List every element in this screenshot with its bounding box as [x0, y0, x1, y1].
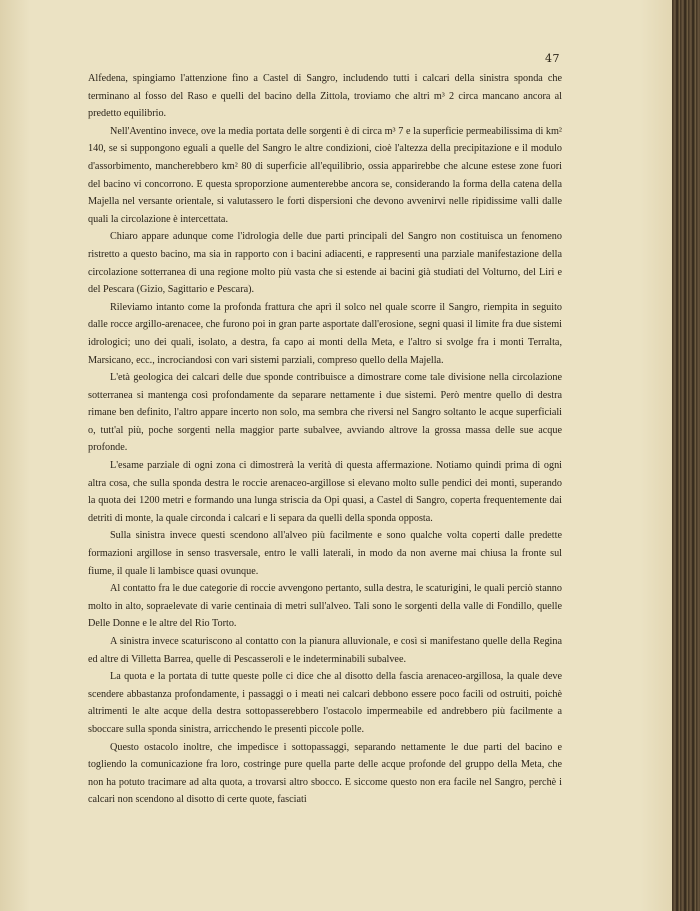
paragraph: Sulla sinistra invece questi scendono all'alveo più facilmente e sono qualche volta coperti dalle predette formazioni argillose in senso trasversale, entro le valli laterali, in modo da non averne mai chiusa la fronte sul fiume, il quale li lambisce quasi ovunque. [88, 530, 562, 577]
page-number: 47 [545, 52, 560, 65]
paragraph: La quota e la portata di tutte queste polle ci dice che al disotto della fascia arenaceo-argillosa, la quale deve scendere abbastanza profondamente, i passaggi o i meati nei calcari debbono essere poco facili od ostruiti, poichè altrimenti le alte acque della destra sottopasserebbero l'ostacolo impermeabile ed andrebbero più facilmente a sboccare sulla sponda sinistra, arricchendo le presenti piccole polle. [88, 671, 562, 735]
body-text [88, 70, 562, 809]
paragraph: Al contatto fra le due categorie di roccie avvengono pertanto, sulla destra, le scaturigini, le quali perciò stanno molto in alto, sopraelevate di varie centinaia di metri sull'alveo. Tali sono le sorgenti della valle di Fondillo, quelle Delle Donne e le altre del Rio Torto. [88, 583, 562, 630]
paragraph: L'età geologica dei calcari delle due sponde contribuisce a dimostrare come tale divisione nella circolazione sotterranea si mantenga così profondamente da separare nettamente i due sistemi. Però mentre quello di destra rimane ben definito, l'altro appare incerto non solo, ma sembra che riversi nel Sangro soltanto le acque superficiali o, tutt'al più, poche sorgenti nella maggior parte subalvee, avviando altrove la grossa massa delle sue acque profonde. [88, 372, 562, 454]
paragraph: Questo ostacolo inoltre, che impedisce i sottopassaggi, separando nettamente le due parti del bacino e togliendo la comunicazione fra loro, costringe pure quella parte delle acque profonde del gruppo della Meta, che non ha potuto tracimare ad alta quota, a trovarsi altro sbocco. E siccome questo non era facile nel Sangro, perchè i calcari non scendono al disotto di certe quote, fasciati [88, 741, 562, 806]
paragraph: A sinistra invece scaturiscono al contatto con la pianura alluvionale, e così si manifestano quelle della Regina ed altre di Villetta Barrea, quelle di Pescasseroli e le indeterminabili subalvee. [88, 636, 562, 665]
paragraph: Rileviamo intanto come la profonda frattura che aprì il solco nel quale scorre il Sangro, riempita in seguito dalle rocce argillo-arenacee, che furono poi in gran parte asportate dall'erosione, segni quasi il limite fra due sistemi idrologici; uno dei quali, isolato, a destra, fa capo ai monti della Meta, e l'altro si svolge fra i monti Terralta, Marsicano, ecc., incrociandosi con vari sistemi parziali, compreso quello della Majella. [88, 301, 562, 366]
paragraph: Nell'Aventino invece, ove la media portata delle sorgenti è di circa m³ 7 e la superficie permeabilissima di km² 140, se si suppongono eguali a quelle del Sangro le altre condizioni, cioè l'altezza della precipitazione e il modulo d'assorbimento, mancherebbero km² 80 di superficie all'equilibrio, ossia apparirebbe che alcune estese zone fuori del bacino vi concorrono. E questa sproporzione aumenterebbe ancora se, considerando la forma della catena della Majella nel versante orientale, si valutassero le forti dispersioni che devono avvenirvi nelle ripidissime valli dalle quali la circolazione è intercettata. [88, 125, 562, 225]
paragraph: Chiaro appare adunque come l'idrologia delle due parti principali del Sangro non costituisca un fenomeno ristretto a questo bacino, ma sia in rapporto con i bacini adiacenti, e rappresenti una parziale manifestazione della circolazione sotterranea di una regione molto più vasta che si estende ai bacini già studiati del Volturno, del Liri e del Pescara (Gizio, Sagittario e Pescara). [88, 231, 562, 296]
paragraph: L'esame parziale di ogni zona ci dimostrerà la verità di questa affermazione. Notiamo quindi prima di ogni altra cosa, che sulla sponda destra le roccie arenaceo-argillose si elevano molto sulle pendici dei monti, superando la quota dei 1200 metri e formando una lunga striscia da Opi quasi, a Castel di Sangro, coperta frequentemente dai detriti di monte, la quale circonda i calcari e li separa da quelli della sponda opposta. [88, 460, 562, 524]
book-page-edges [672, 0, 700, 911]
paragraph: Alfedena, spingiamo l'attenzione fino a Castel di Sangro, includendo tutti i calcari della sinistra sponda che terminano al fosso del Raso e quelli del bacino della Zittola, troviamo che altri m³ 2 circa mancano ancora al predetto equilibrio. [88, 73, 562, 120]
